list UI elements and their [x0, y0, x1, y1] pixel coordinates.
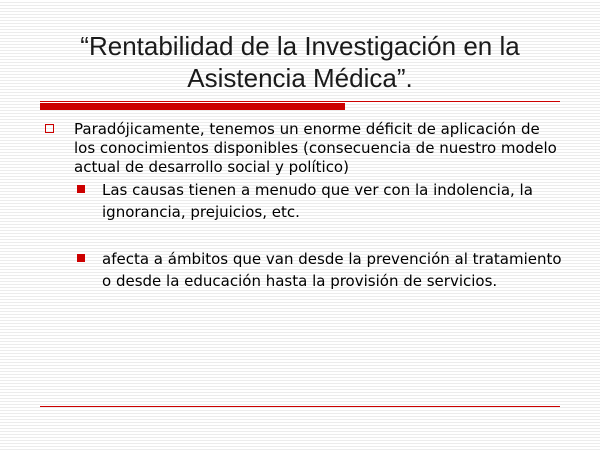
hollow-square-bullet-icon	[45, 124, 54, 133]
slide-content	[44, 120, 564, 292]
sub-bullet-item-2	[44, 248, 564, 292]
main-bullet-text: Paradójicamente, tenemos un enorme déficit de aplicación de los conocimientos disponibles (consecuencia de nuestro modelo actual de desarrollo social y político)	[74, 120, 557, 176]
sub-bullet-text-1: Las causas tienen a menudo que ver con la indolencia, la ignorancia, prejuicios, etc.	[102, 181, 533, 221]
filled-square-bullet-icon	[77, 254, 85, 262]
title-underline	[40, 101, 560, 111]
bottom-rule	[40, 406, 560, 407]
filled-square-bullet-icon	[77, 185, 85, 193]
sub-bullet-text-2: afecta a ámbitos que van desde la prevención al tratamiento o desde la educación hasta la provisión de servicios.	[102, 250, 562, 290]
title-underline-thick	[40, 103, 345, 110]
main-bullet-item	[44, 120, 564, 177]
slide-title: “Rentabilidad de la Investigación en la Asistencia Médica”.	[80, 31, 520, 93]
sub-bullet-item-1	[44, 179, 564, 223]
title-underline-thin	[40, 101, 560, 102]
